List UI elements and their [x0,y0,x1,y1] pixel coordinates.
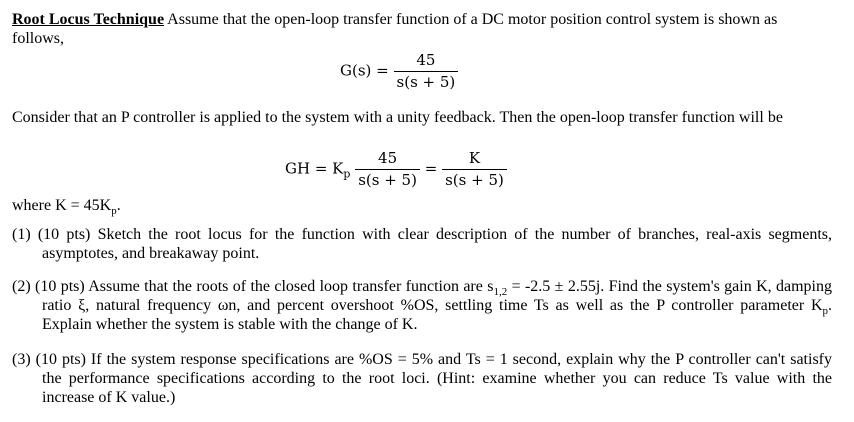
q2-sub1: 1,2 [493,286,508,299]
eq2-fraction-2 [442,149,507,190]
section-title: Root Locus Technique [12,11,165,28]
eq2-lhs: GH = K [285,159,344,178]
question-3: (3) (10 pts) If the system response specifications are %OS = 5% and Ts = 1 second, explain why the P controller can't satisfy the performance specifications according to the root loci. (Hint: examine whether you can reduce Ts value with the increase of K value.) [12,351,832,406]
where-suffix: . [116,197,121,214]
eq2-equals: = [424,159,438,178]
eq2-fraction-1 [355,149,420,190]
eq1-numerator: 45 [394,51,459,72]
eq1-fraction [394,51,459,92]
eq2-denominator-2: s(s + 5) [445,171,504,189]
eq1-denominator: s(s + 5) [396,73,456,91]
where-prefix: where K = 45K [12,197,112,214]
eq2-lhs-sub: p [343,167,351,181]
controller-paragraph: Consider that an P controller is applied to the system with a unity feedback. Then the open-loop transfer function will be [12,109,783,126]
transfer-function-equation [340,51,458,92]
q2-part1: (2) (10 pts) Assume that the roots of the closed loop transfer function are s [12,278,494,295]
eq2-numerator-2: K [442,149,507,170]
question-2 [12,277,832,334]
where-line [12,196,832,218]
open-loop-equation [285,149,507,190]
q2-part3: . Explain whether the system is stable with the change of K. [42,297,832,333]
where-sub: p [111,205,117,218]
eq2-numerator-1: 45 [355,149,420,170]
q2-part2: = -2.5 ± 2.55j. Find the system's gain K, damping ratio ξ, natural frequency ωn, and percent overshoot %OS, settling time Ts as well as the P controller parameter K [42,278,833,314]
question-1: (1) (10 pts) Sketch the root locus for the function with clear description of the number of branches, real-axis segments, asymptotes, and breakaway point. [12,226,832,262]
eq1-lhs: G(s) = [340,61,389,80]
eq2-denominator-1: s(s + 5) [358,171,417,189]
q2-sub2: p [822,305,828,318]
intro-text: Assume that the open-loop transfer function of a DC motor position control system is shown as follows, [12,11,778,47]
intro-paragraph [12,10,832,48]
